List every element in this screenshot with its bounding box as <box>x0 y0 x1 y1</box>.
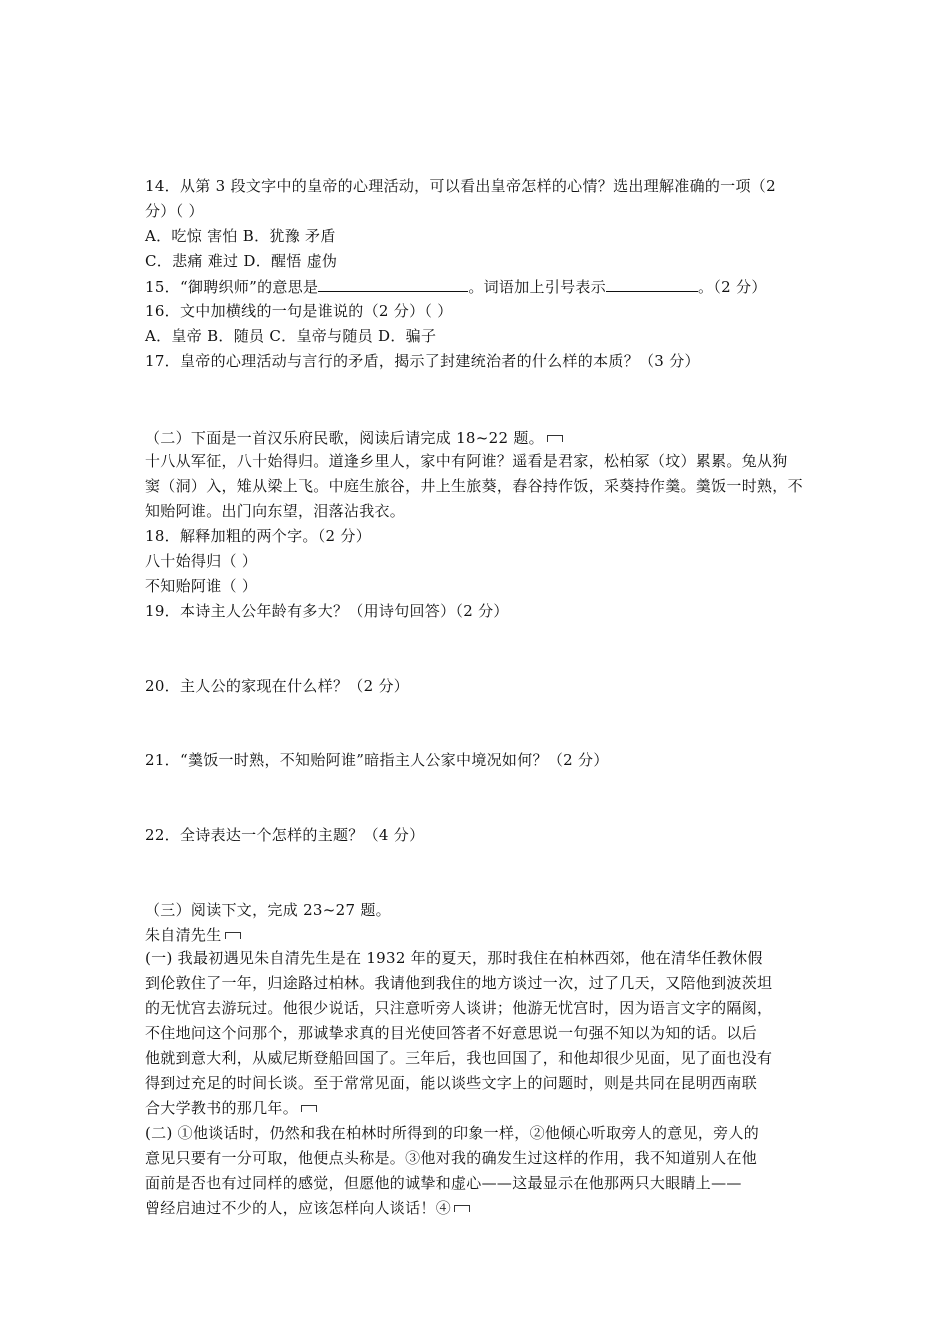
poem-line-3: 知贻阿谁。出门向东望，泪落沾我衣。 <box>145 502 406 520</box>
para1-line-3: 的无忧宫去游玩过。他很少说话，只注意听旁人谈讲；他游无忧宫时，因为语言文字的隔阂， <box>145 999 773 1017</box>
q14-options-cd: C．悲痛 难过 D．醒悟 虚伪 <box>145 252 338 270</box>
para1-line-7 <box>145 1098 317 1118</box>
article-title <box>145 925 241 945</box>
q18-stem: 18．解释加粗的两个字。（2 分） <box>145 527 371 545</box>
q16-options: A．皇帝 B．随员 C．皇帝与随员 D．骗子 <box>145 327 437 345</box>
q17-stem: 17．皇帝的心理活动与言行的矛盾，揭示了封建统治者的什么样的本质？（3 分） <box>145 352 700 370</box>
q16-stem: 16．文中加横线的一句是谁说的（2 分）（ ） <box>145 302 453 320</box>
para2-line-2: 意见只要有一分可取，他便点头称是。③他对我的确发生过这样的作用，我不知道别人在他 <box>145 1149 758 1167</box>
section2-heading-text: （二）下面是一首汉乐府民歌，阅读后请完成 18~22 题。 <box>145 429 544 447</box>
q15-blank-1[interactable] <box>318 276 468 292</box>
q14-stem-line1: 14．从第 3 段文字中的皇帝的心理活动，可以看出皇帝怎样的心情？选出理解准确的一项（2 <box>145 177 776 195</box>
q15-text-part2: 。词语加上引号表示 <box>468 278 607 296</box>
q20-stem: 20．主人公的家现在什么样？（2 分） <box>145 677 410 695</box>
section2-heading <box>145 428 563 448</box>
q18-item-a: 八十始得归（ ） <box>145 552 258 570</box>
q15-text-part1: 15．“御聘织师”的意思是 <box>145 278 319 296</box>
poem-line-1: 十八从军征，八十始得归。道逢乡里人，家中有阿谁？遥看是君家，松柏冢（坟）累累。兔从狗 <box>145 452 788 470</box>
paragraph-mark-icon <box>454 1205 470 1212</box>
q15-text-part3: 。（2 分） <box>698 278 767 296</box>
para2-line-1: (二) ①他谈话时，仍然和我在柏林时所得到的印象一样，②他倾心听取旁人的意见，旁人的 <box>145 1124 760 1142</box>
poem-line-2: 窦（洞）入，雉从梁上飞。中庭生旅谷，井上生旅葵，舂谷持作饭，采葵持作羹。羹饭一时熟，不 <box>145 477 803 495</box>
para2-line-3: 面前是否也有过同样的感觉，但愿他的诚挚和虚心——这最显示在他那两只大眼睛上—— <box>145 1174 742 1192</box>
paragraph-mark-icon <box>547 435 563 442</box>
q18-item-b: 不知贻阿谁（ ） <box>145 577 258 595</box>
q21-stem: 21．“羹饭一时熟，不知贻阿谁”暗指主人公家中境况如何？（2 分） <box>145 751 609 769</box>
q14-stem-line2: 分）（ ） <box>145 202 204 220</box>
q19-stem: 19．本诗主人公年龄有多大？（用诗句回答）（2 分） <box>145 602 509 620</box>
paragraph-mark-icon <box>225 932 241 939</box>
section3-heading: （三）阅读下文，完成 23~27 题。 <box>145 901 391 919</box>
para1-line-1: (一) 我最初遇见朱自清先生是在 1932 年的夏天，那时我住在柏林西郊，他在清华任教休假 <box>145 949 763 967</box>
para2-line-4-text: 曾经启迪过不少的人，应该怎样向人谈话！④ <box>145 1199 452 1217</box>
para1-line-5: 他就到意大利，从威尼斯登船回国了。三年后，我也回国了，和他却很少见面，见了面也没有 <box>145 1049 773 1067</box>
q15-stem <box>145 276 767 297</box>
para2-line-4 <box>145 1198 470 1218</box>
q15-blank-2[interactable] <box>606 276 698 292</box>
para1-line-4: 不住地问这个问那个，那诚挚求真的目光使回答者不好意思说一句强不知以为知的话。以后 <box>145 1024 758 1042</box>
q14-options-ab: A．吃惊 害怕 B．犹豫 矛盾 <box>145 227 336 245</box>
para1-line-7-text: 合大学教书的那几年。 <box>145 1099 299 1117</box>
q22-stem: 22．全诗表达一个怎样的主题？（4 分） <box>145 826 425 844</box>
para1-line-2: 到伦敦住了一年，归途路过柏林。我请他到我住的地方谈过一次，过了几天，又陪他到波茨坦 <box>145 974 773 992</box>
para1-line-6: 得到过充足的时间长谈。至于常常见面，能以谈些文字上的问题时，则是共同在昆明西南联 <box>145 1074 758 1092</box>
paragraph-mark-icon <box>301 1105 317 1112</box>
article-title-text: 朱自清先生 <box>145 926 222 944</box>
